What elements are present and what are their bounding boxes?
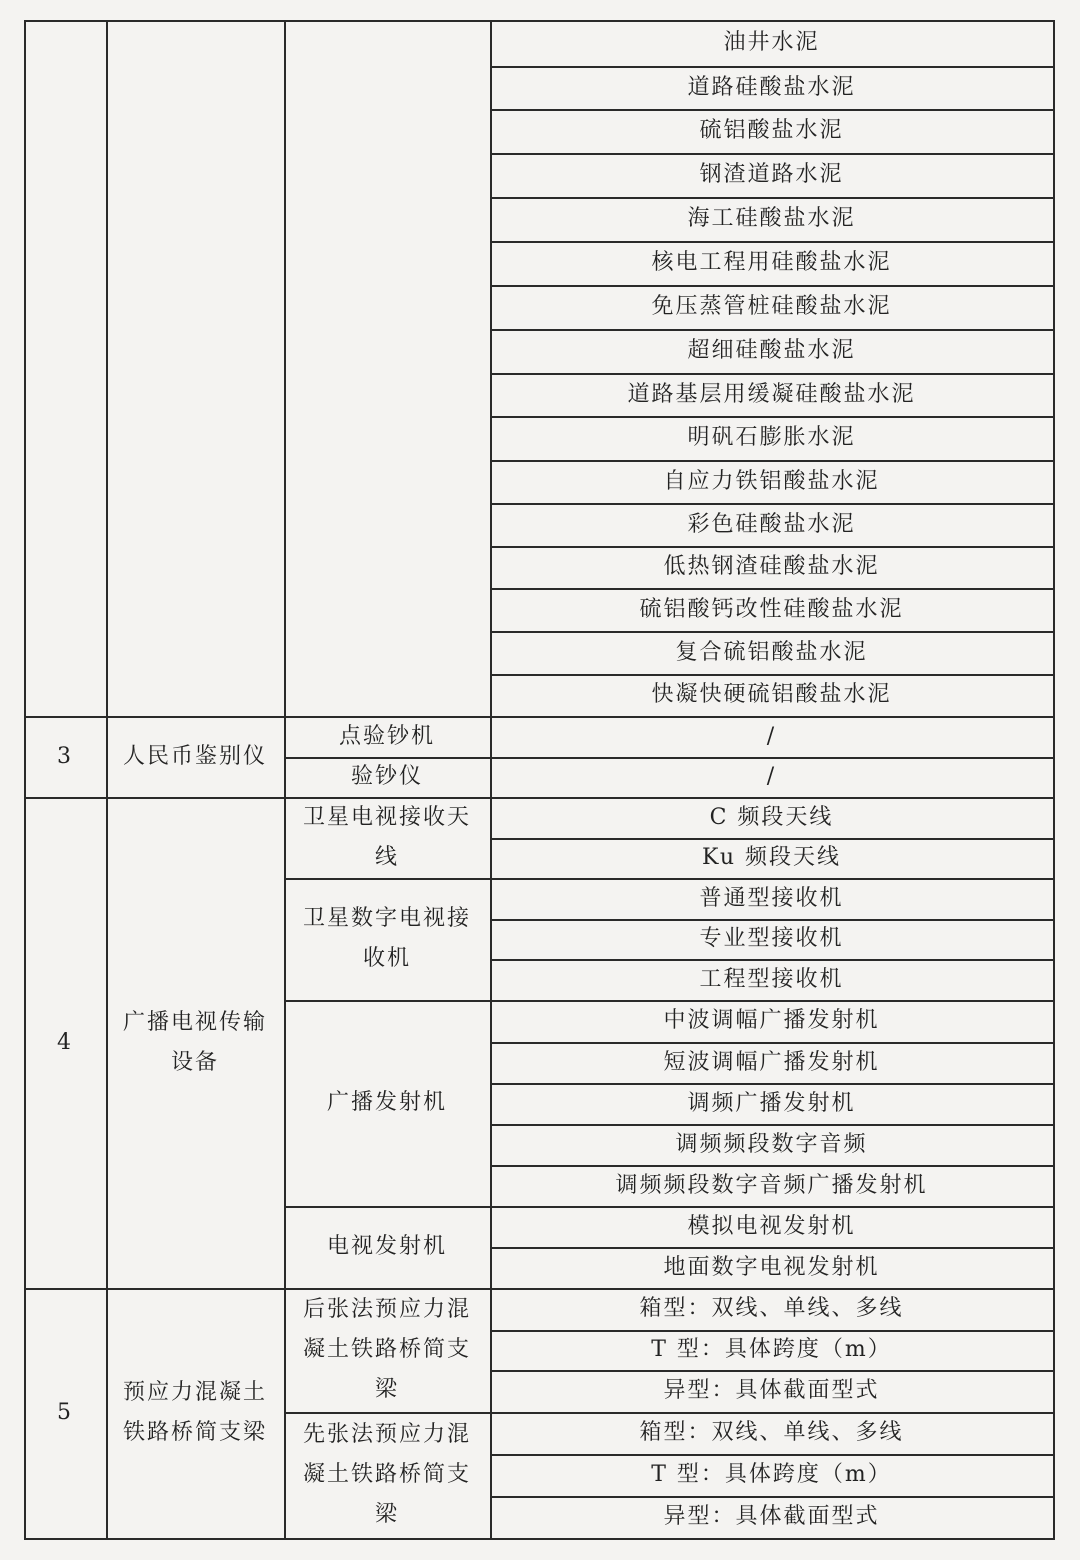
item-cell — [490, 919, 1053, 959]
subcategory-cell — [284, 878, 490, 1000]
group-number-cell-text: 3 — [57, 743, 73, 769]
item-cell — [490, 546, 1053, 588]
item-cell — [490, 66, 1053, 109]
group-number-cell — [24, 716, 106, 797]
group-number-cell-text: 4 — [57, 1029, 73, 1055]
item-cell — [490, 241, 1053, 285]
item-cell — [490, 109, 1053, 153]
item-cell-text: 免压蒸管桩硅酸盐水泥 — [651, 294, 892, 319]
item-cell — [490, 20, 1053, 66]
item-cell — [490, 1083, 1053, 1124]
subcategory-cell — [284, 1206, 490, 1288]
item-cell — [490, 878, 1053, 919]
item-cell-text: 中波调幅广播发射机 — [663, 1008, 880, 1033]
item-cell — [490, 631, 1053, 674]
subcategory-cell-text: 卫星数字电视接收机 — [302, 906, 471, 971]
subcategory-cell-text: 验钞仪 — [350, 764, 423, 789]
item-cell — [490, 1124, 1053, 1165]
group-name-cell-text: 广播电视传输设备 — [122, 1009, 267, 1075]
item-cell-text: 硫铝酸钙改性硅酸盐水泥 — [639, 596, 904, 622]
item-cell — [490, 460, 1053, 503]
subcategory-cell-text: 后张法预应力混凝土铁路桥简支梁 — [302, 1297, 471, 1402]
item-cell-text: 核电工程用硅酸盐水泥 — [651, 250, 892, 275]
item-cell-text: 道路基层用缓凝硅酸盐水泥 — [627, 381, 916, 407]
subcategory-cell — [284, 716, 490, 757]
item-cell — [490, 1247, 1053, 1288]
item-cell-text: 道路硅酸盐水泥 — [687, 74, 856, 100]
item-cell-text: 油井水泥 — [723, 30, 820, 55]
item-cell — [490, 757, 1053, 797]
item-cell — [490, 1042, 1053, 1083]
item-cell-text: 箱型：双线、单线、多线 — [639, 1420, 904, 1445]
item-cell-text: 模拟电视发射机 — [687, 1213, 856, 1239]
item-cell — [490, 838, 1053, 878]
item-cell-text: 钢渣道路水泥 — [699, 162, 844, 187]
subcategory-cell — [284, 797, 490, 878]
item-cell — [490, 285, 1053, 329]
item-cell — [490, 416, 1053, 460]
item-cell-text: 自应力铁铝酸盐水泥 — [663, 468, 880, 494]
item-cell — [490, 153, 1053, 197]
item-cell — [490, 797, 1053, 838]
subcategory-cell-text: 先张法预应力混凝土铁路桥简支梁 — [302, 1422, 471, 1527]
item-cell-text: 异型：具体截面型式 — [663, 1504, 880, 1529]
item-cell-text: 海工硅酸盐水泥 — [687, 206, 856, 231]
item-cell — [490, 1370, 1053, 1412]
subcategory-cell-text: 电视发射机 — [326, 1234, 447, 1259]
group-name-cell — [106, 797, 284, 1288]
item-cell — [490, 1165, 1053, 1206]
subcategory-cell-text: 点验钞机 — [338, 723, 435, 749]
item-cell-text: / — [766, 723, 777, 749]
item-cell — [490, 588, 1053, 631]
item-cell — [490, 1496, 1053, 1538]
item-cell — [490, 1000, 1053, 1042]
subcategory-cell — [284, 1288, 490, 1412]
group-number-cell-text: 5 — [57, 1400, 73, 1425]
item-cell-text: 复合硫铝酸盐水泥 — [675, 639, 868, 665]
item-cell — [490, 959, 1053, 1000]
item-cell — [490, 197, 1053, 241]
item-cell-text: 超细硅酸盐水泥 — [687, 338, 856, 363]
subcategory-cell — [284, 757, 490, 797]
group-name-cell — [106, 716, 284, 797]
group-number-cell — [24, 1288, 106, 1538]
item-cell-text: 专业型接收机 — [699, 926, 844, 951]
column-divider-4 — [1053, 20, 1055, 1540]
item-cell — [490, 1454, 1053, 1496]
item-cell-text: 硫铝酸盐水泥 — [699, 118, 844, 143]
item-cell-text: 短波调幅广播发射机 — [663, 1049, 880, 1075]
item-cell-text: 普通型接收机 — [699, 885, 844, 911]
item-cell — [490, 674, 1053, 716]
item-cell-text: 调频广播发射机 — [687, 1090, 856, 1116]
item-cell-text: 地面数字电视发射机 — [663, 1254, 880, 1280]
item-cell — [490, 716, 1053, 757]
subcategory-cell-text: 卫星电视接收天线 — [302, 804, 471, 870]
subcategory-cell — [284, 1412, 490, 1538]
item-cell-text: C 频段天线 — [709, 804, 834, 830]
group-number-cell — [24, 797, 106, 1288]
item-cell-text: 快凝快硬硫铝酸盐水泥 — [651, 682, 892, 707]
item-cell-text: T 型：具体跨度（m） — [651, 1462, 892, 1487]
item-cell-text: 调频频段数字音频广播发射机 — [615, 1172, 928, 1198]
item-cell-text: 工程型接收机 — [699, 966, 844, 992]
item-cell-text: 低热钢渣硅酸盐水泥 — [663, 554, 880, 579]
item-cell — [490, 1288, 1053, 1330]
item-cell-text: Ku 频段天线 — [701, 845, 842, 870]
item-cell — [490, 373, 1053, 416]
item-cell-text: T 型：具体跨度（m） — [651, 1337, 892, 1362]
table-bottom-border — [24, 1538, 1055, 1540]
subcategory-cell-text: 广播发射机 — [326, 1090, 447, 1115]
item-cell-text: 调频频段数字音频 — [675, 1131, 868, 1157]
group-name-cell — [106, 1288, 284, 1538]
group-name-cell-text: 人民币鉴别仪 — [122, 743, 267, 769]
item-cell — [490, 1206, 1053, 1247]
item-cell-text: 箱型：双线、单线、多线 — [639, 1296, 904, 1321]
group-name-cell-text: 预应力混凝土铁路桥简支梁 — [122, 1380, 267, 1445]
item-cell — [490, 329, 1053, 373]
item-cell-text: 明矾石膨胀水泥 — [687, 425, 856, 450]
item-cell-text: 彩色硅酸盐水泥 — [687, 511, 856, 537]
item-cell — [490, 503, 1053, 546]
item-cell — [490, 1412, 1053, 1454]
item-cell-text: 异型：具体截面型式 — [663, 1378, 880, 1403]
subcategory-cell — [284, 1000, 490, 1206]
item-cell — [490, 1330, 1053, 1370]
item-cell-text: / — [766, 764, 777, 789]
